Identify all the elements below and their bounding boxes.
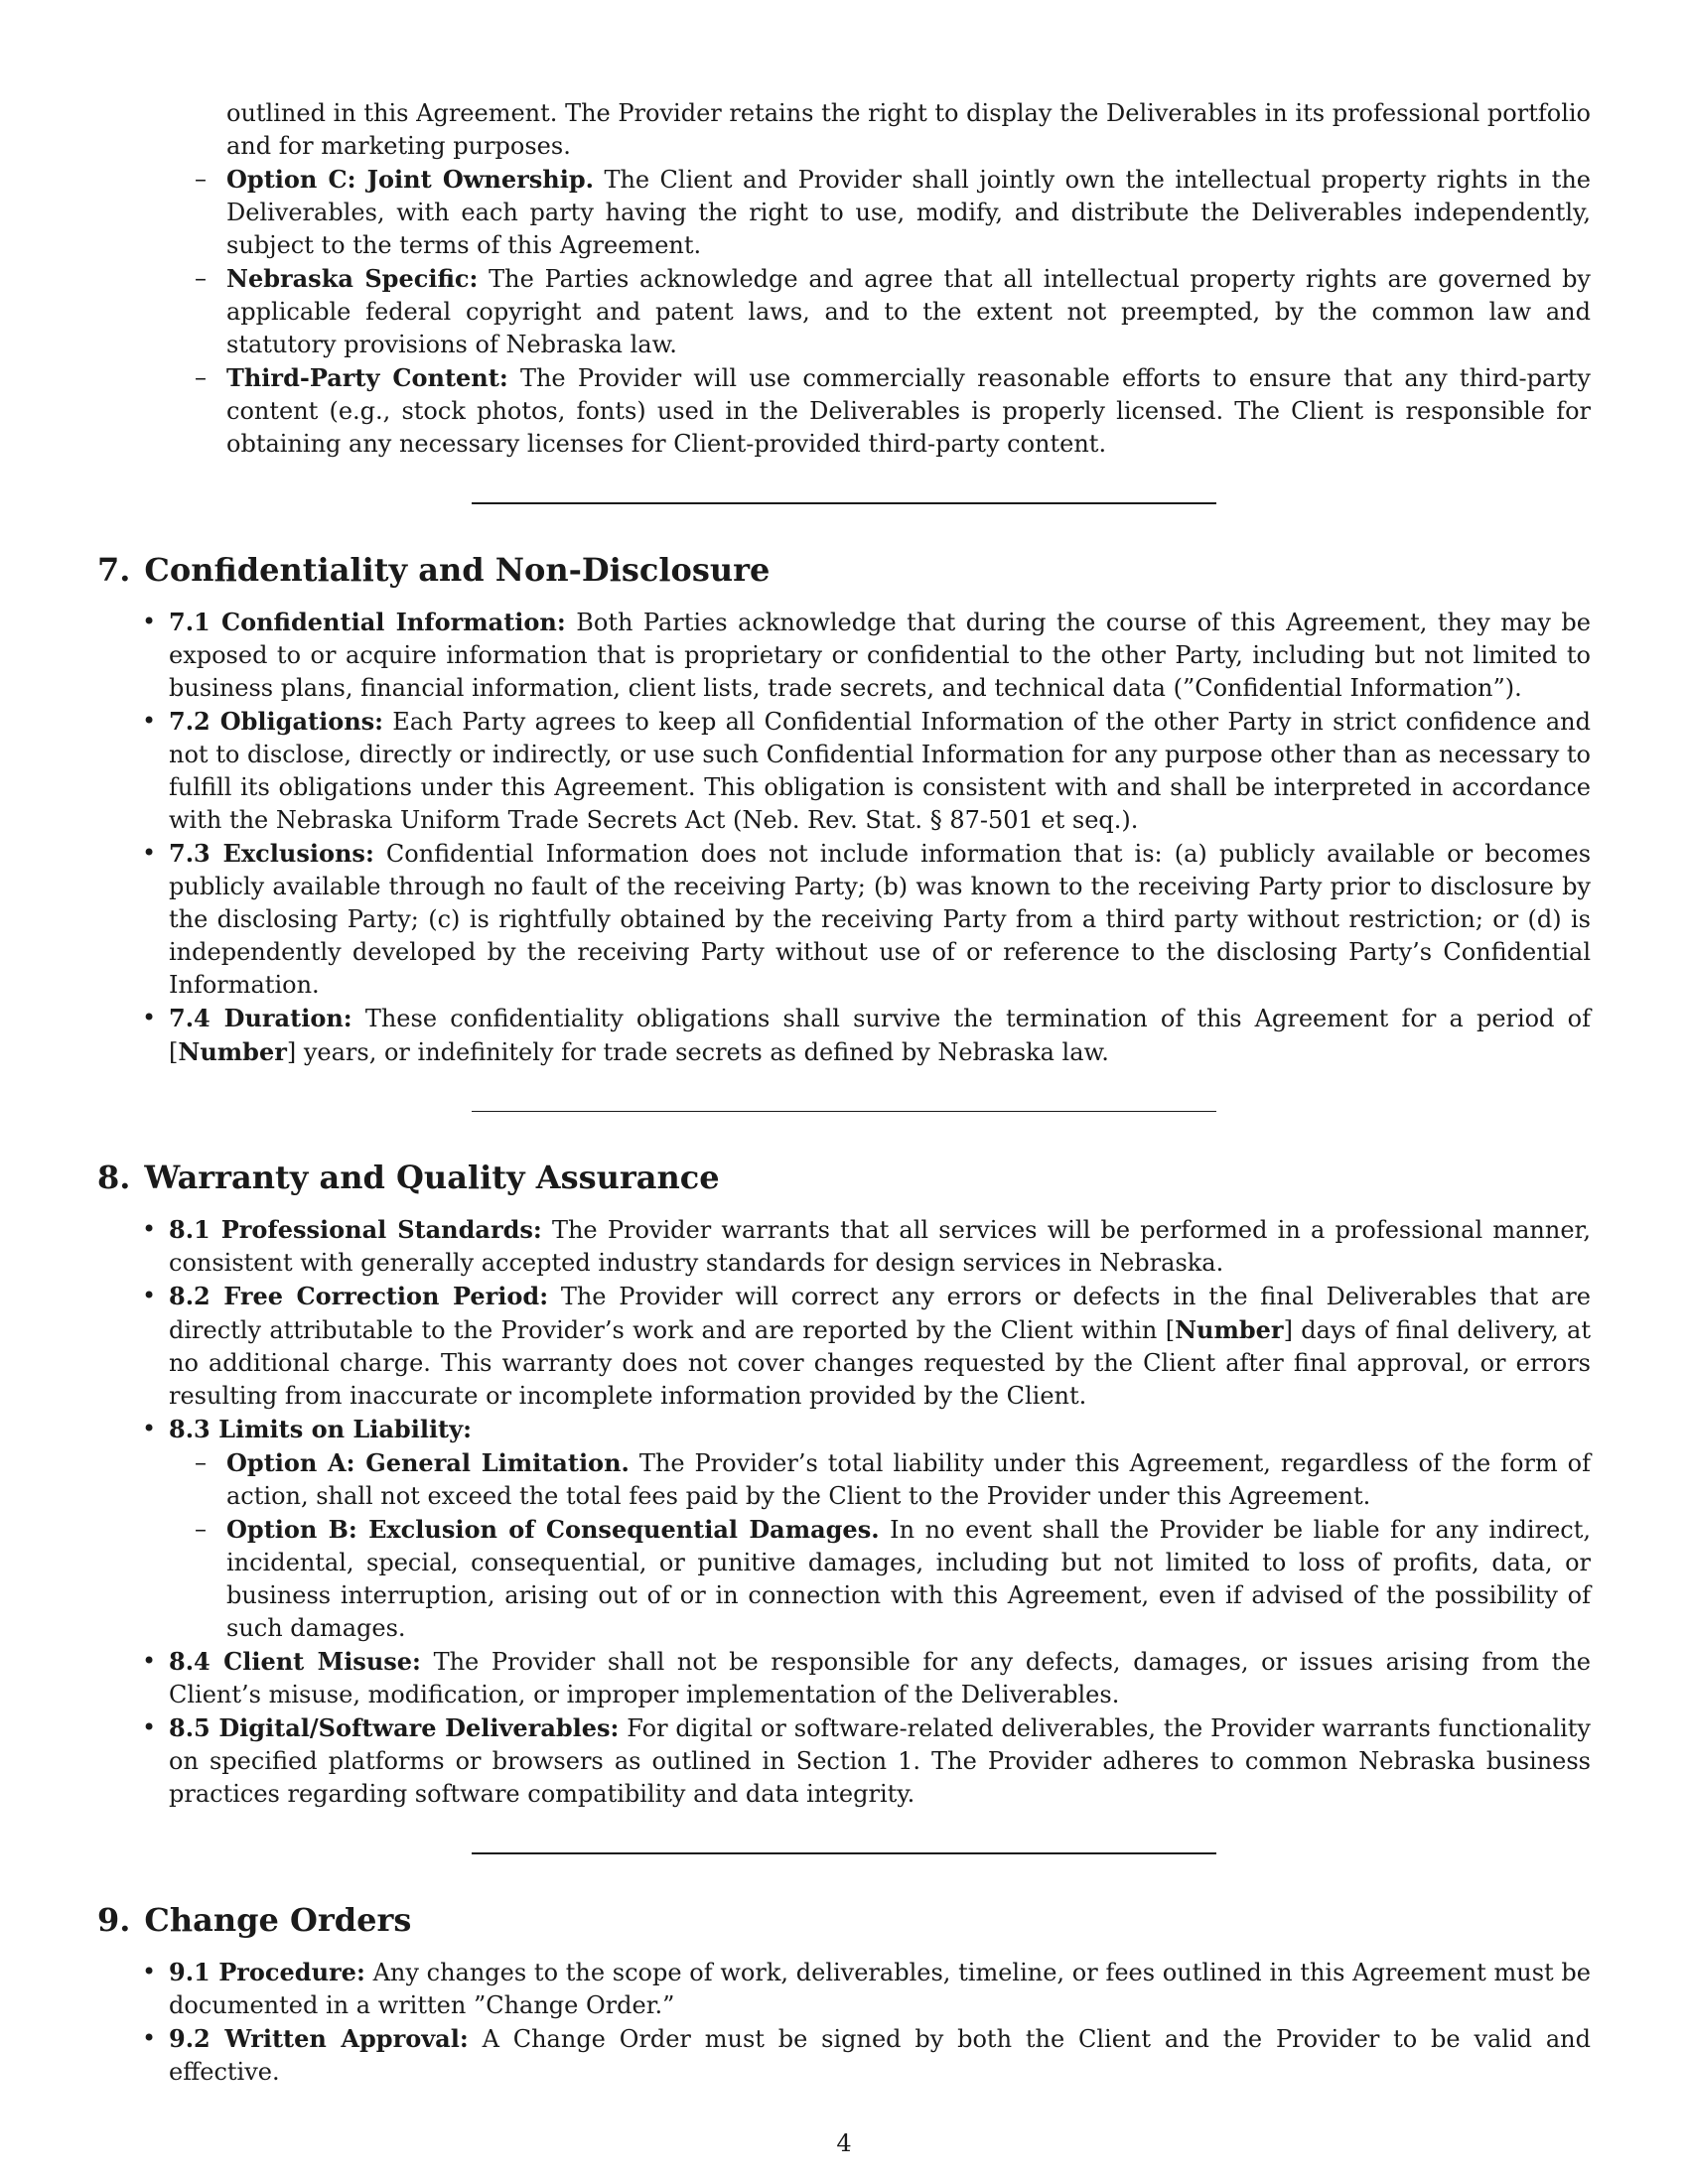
section-number: 8. xyxy=(97,1159,131,1196)
list-item xyxy=(169,1213,1591,1280)
item-label: 9.2 Written Approval: xyxy=(169,2024,469,2053)
section-divider xyxy=(472,502,1216,504)
item-text: The Client and Provider shall jointly own the intellectual property rights in the Deliverables, with each party having the right to use, modify, and distribute the Deliverables independently, subject to the terms of this Agreement. xyxy=(226,166,1591,259)
item-text: A Change Order must be signed by both the Client and the Provider to be valid and effective. xyxy=(169,2025,1591,2086)
item-label: 7.4 Duration: xyxy=(169,1004,352,1032)
section-number: 9. xyxy=(97,1901,131,1939)
intro-continuation: outlined in this Agreement. The Provider retains the right to display the Deliverables in its professional portfolio and for marketing purposes. xyxy=(226,99,1591,160)
section-title: Warranty and Quality Assurance xyxy=(144,1159,720,1196)
list-item xyxy=(169,1002,1591,1069)
section-8-list xyxy=(169,1213,1591,1811)
section-heading-8 xyxy=(97,1158,1591,1197)
item-label: Nebraska Specific: xyxy=(226,264,479,293)
list-item xyxy=(169,1280,1591,1413)
section-divider xyxy=(472,1852,1216,1854)
item-text: Any changes to the scope of work, deliverables, timeline, or fees outlined in this Agreement must be documented in a written ”Change Order.” xyxy=(169,1959,1591,2019)
item-label: 8.3 Limits on Liability: xyxy=(169,1415,472,1443)
item-label: 8.2 Free Correction Period: xyxy=(169,1282,549,1310)
item-label: 8.5 Digital/Software Deliverables: xyxy=(169,1713,620,1742)
section-divider xyxy=(472,1111,1216,1112)
list-item xyxy=(169,2022,1591,2089)
list-item xyxy=(226,163,1591,262)
item-text: Both Parties acknowledge that during the course of this Agreement, they may be exposed to or acquire information that is proprietary or confidential to the other Party, including but not limited to business plans, financial information, client lists, trade secrets, and technical data (”Confidential Information”). xyxy=(169,609,1591,702)
item-text: ] years, or indefinitely for trade secrets as defined by Nebraska law. xyxy=(286,1038,1109,1066)
liability-options-list xyxy=(226,1446,1591,1645)
section-title: Change Orders xyxy=(144,1901,412,1939)
item-text: The Provider’s total liability under this Agreement, regardless of the form of action, shall not exceed the total fees paid by the Client to the Provider under this Agreement. xyxy=(226,1449,1591,1510)
item-label: 8.4 Client Misuse: xyxy=(169,1647,421,1676)
section-9-list xyxy=(169,1956,1591,2089)
list-item xyxy=(169,606,1591,705)
section-heading-7 xyxy=(97,550,1591,590)
list-item xyxy=(169,705,1591,837)
list-item xyxy=(226,262,1591,361)
list-item xyxy=(169,1645,1591,1711)
list-item xyxy=(169,837,1591,1002)
page-content xyxy=(97,97,1591,2089)
placeholder-field: Number xyxy=(1175,1315,1284,1344)
item-label: 7.3 Exclusions: xyxy=(169,839,374,868)
item-label: 7.1 Confidential Information: xyxy=(169,608,566,636)
placeholder-field: Number xyxy=(178,1037,287,1066)
item-text: The Parties acknowledge and agree that all intellectual property rights are governed by applicable federal copyright and patent laws, and to the extent not preempted, by the common law and statutory provisions of Nebraska law. xyxy=(226,265,1591,358)
page-number: 4 xyxy=(836,2129,852,2157)
list-item xyxy=(169,1413,1591,1645)
item-text: In no event shall the Provider be liable for any indirect, incidental, special, consequential, or punitive damages, including but not limited to loss of profits, data, or business interruption, arising out of or in connection with this Agreement, even if advised of the possibility of such damages. xyxy=(226,1516,1591,1642)
item-text: Each Party agrees to keep all Confidential Information of the other Party in strict confidence and not to disclose, directly or indirectly, or use such Confidential Information for any purpose other than as necessary to fulfill its obligations under this Agreement. This obligation is consistent with and shall be interpreted in accordance with the Nebraska Uniform Trade Secrets Act (Neb. Rev. Stat. § 87-501 et seq.). xyxy=(169,708,1591,834)
item-text: For digital or software-related deliverables, the Provider warrants functionality on specified platforms or browsers as outlined in Section 1. The Provider adheres to common Nebraska business practices regarding software compatibility and data integrity. xyxy=(169,1714,1591,1808)
item-label: Option A: General Limitation. xyxy=(226,1448,630,1477)
list-item xyxy=(226,361,1591,461)
item-label: Option C: Joint Ownership. xyxy=(226,165,594,194)
section-heading-9 xyxy=(97,1900,1591,1940)
item-label: 8.1 Professional Standards: xyxy=(169,1215,542,1244)
item-text: These confidentiality obligations shall survive the termination of this Agreement for a period of [ xyxy=(169,1005,1591,1066)
item-text: Confidential Information does not include information that is: (a) publicly available or becomes publicly available through no fault of the receiving Party; (b) was known to the receiving Party prior to disclosure by the disclosing Party; (c) is rightfully obtained by the receiving Party from a third party without restriction; or (d) is independently developed by the receiving Party without use of or reference to the disclosing Party’s Confidential Information. xyxy=(169,840,1592,999)
section-title: Confidentiality and Non-Disclosure xyxy=(144,551,771,589)
item-label: Option B: Exclusion of Consequential Damages. xyxy=(226,1515,880,1544)
item-text: The Provider shall not be responsible for any defects, damages, or issues arising from the Client’s misuse, modification, or improper implementation of the Deliverables. xyxy=(169,1648,1591,1708)
list-item xyxy=(169,1956,1591,2022)
item-text: The Provider will correct any errors or defects in the final Deliverables that are directly attributable to the Provider’s work and are reported by the Client within [ xyxy=(169,1283,1591,1344)
list-item xyxy=(226,1513,1591,1645)
item-label: Third-Party Content: xyxy=(226,363,508,392)
list-item xyxy=(226,1446,1591,1513)
item-text: ] days of final delivery, at no additional charge. This warranty does not cover changes requested by the Client after final approval, or errors resulting from inaccurate or incomplete information provided by the Client. xyxy=(169,1316,1591,1410)
item-text: The Provider will use commercially reasonable efforts to ensure that any third-party content (e.g., stock photos, fonts) used in the Deliverables is properly licensed. The Client is responsible for obtaining any necessary licenses for Client-provided third-party content. xyxy=(226,364,1591,458)
item-text: The Provider warrants that all services will be performed in a professional manner, consistent with generally accepted industry standards for design services in Nebraska. xyxy=(169,1216,1591,1277)
item-label: 9.1 Procedure: xyxy=(169,1958,365,1986)
item-label: 7.2 Obligations: xyxy=(169,707,384,736)
list-item xyxy=(169,1711,1591,1811)
ip-options-list xyxy=(226,163,1591,461)
section-number: 7. xyxy=(97,551,131,589)
section-7-list xyxy=(169,606,1591,1069)
